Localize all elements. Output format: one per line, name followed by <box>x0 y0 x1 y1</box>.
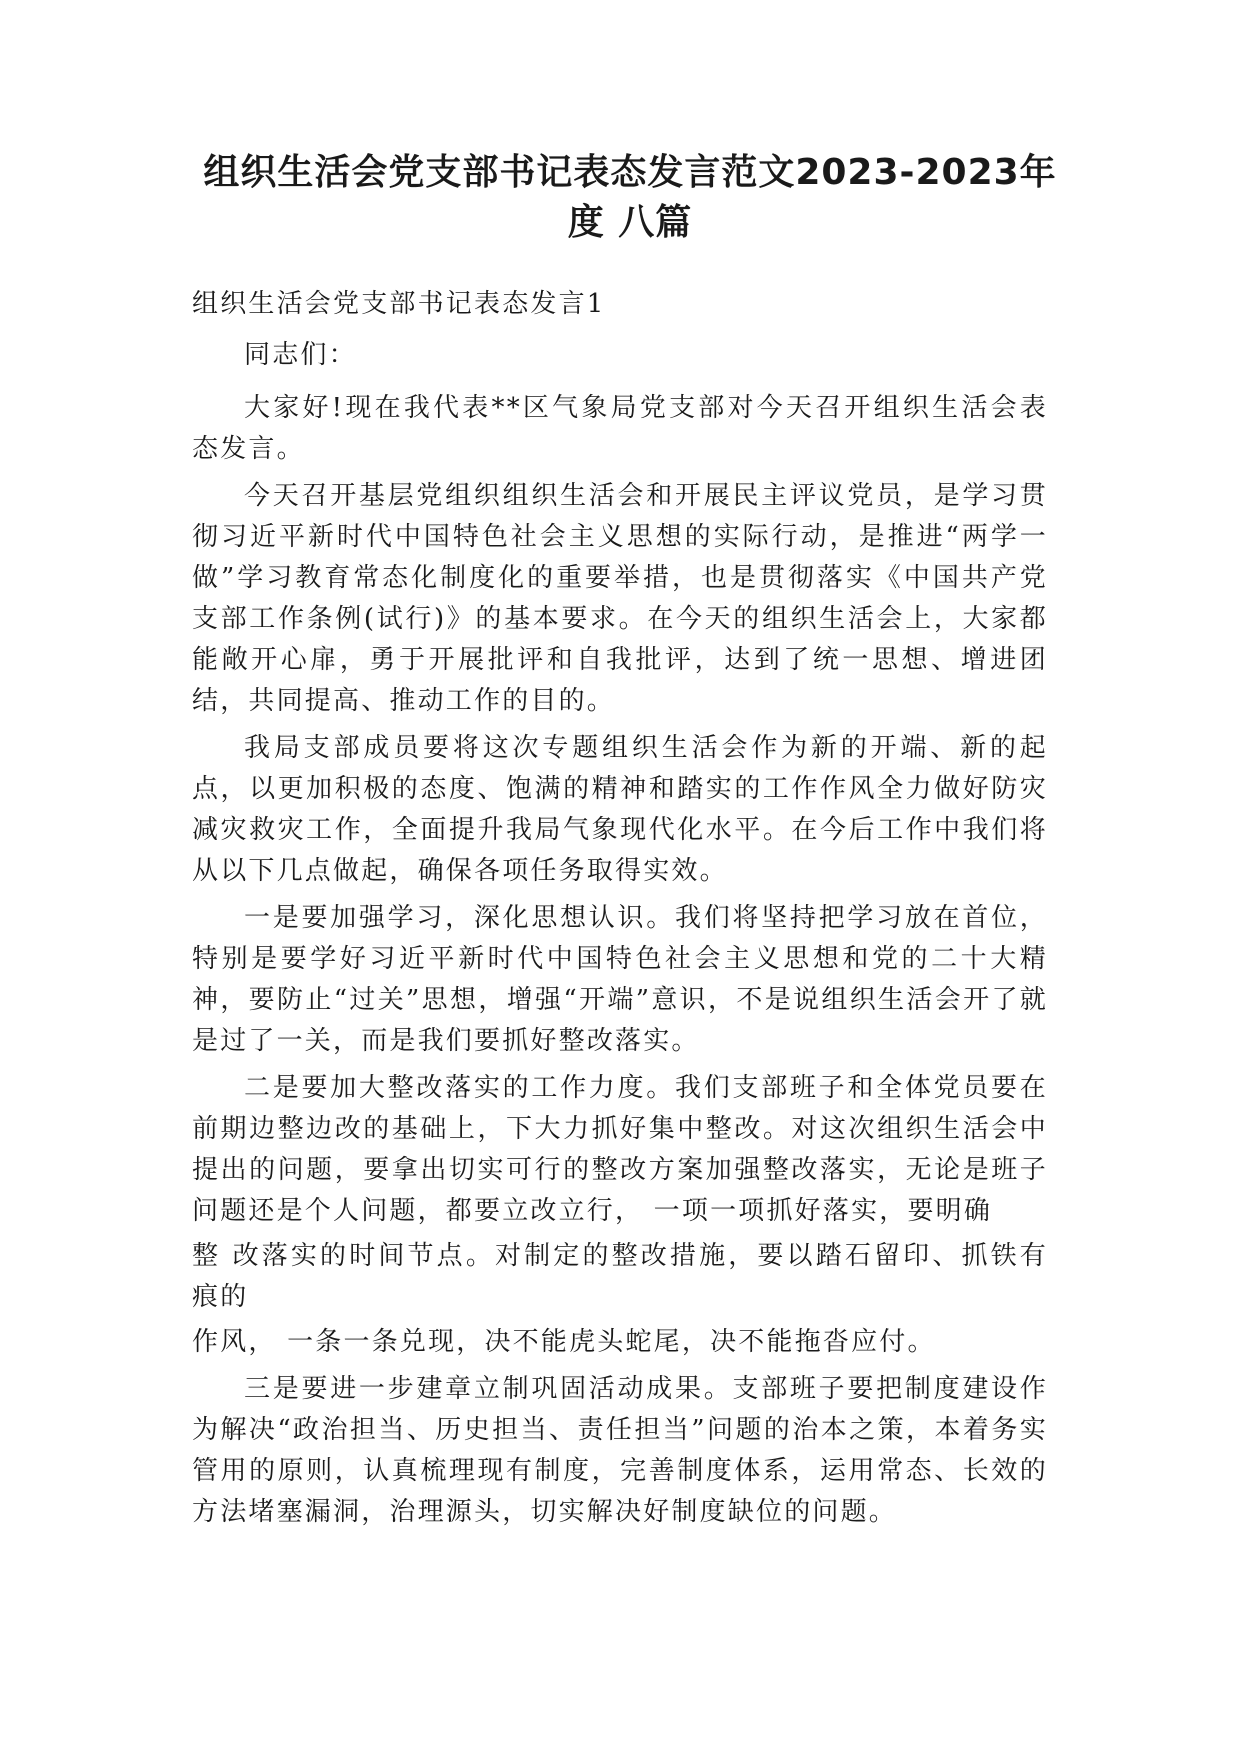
paragraph-meeting-significance: 今天召开基层党组织组织生活会和开展民主评议党员，是学习贯彻习近平新时代中国特色社会主义思想的实际行动，是推进“两学一做”学习教育常态化制度化的重要举措，也是贯彻落实《中国共产党支部工作条例(试行)》的基本要求。在今天的组织生活会上，大家都能敞开心扉，勇于开展批评和自我批评，达到了统一思想、增进团结，共同提高、推动工作的目的。 <box>192 481 1048 716</box>
paragraph-greeting: 大家好!现在我代表**区气象局党支部对今天召开组织生活会表态发言。 <box>192 393 1048 464</box>
document-title-line-2: 度 八篇 <box>567 202 693 243</box>
paragraph-point-two-rectification: 二是要加大整改落实的工作力度。我们支部班子和全体党员要在前期边整边改的基础上，下大力抓好集中整改。对这次组织生活会中提出的问题，要拿出切实可行的整改方案加强整改落实，无论是班子问题还是个人问题，都要立改立行， 一项一项抓好落实，要明确 <box>192 1073 1048 1226</box>
paragraph-branch-commitment: 我局支部成员要将这次专题组织生活会作为新的开端、新的起点，以更加积极的态度、饱满的精神和踏实的工作作风全力做好防灾减灾救灾工作，全面提升我局气象现代化水平。在今后工作中我们将从以下几点做起，确保各项任务取得实效。 <box>192 733 1048 886</box>
document-title <box>200 148 1060 248</box>
paragraph-point-two-continuation: 整 改落实的时间节点。对制定的整改措施，要以踏石留印、抓铁有痕的 <box>192 1241 1048 1312</box>
document-body <box>192 284 1048 1539</box>
section-heading: 组织生活会党支部书记表态发言1 <box>192 289 606 319</box>
paragraph-point-one-study: 一是要加强学习，深化思想认识。我们将坚持把学习放在首位，特别是要学好习近平新时代中国特色社会主义思想和党的二十大精神，要防止“过关”思想，增强“开端”意识，不是说组织生活会开了就是过了一关，而是我们要抓好整改落实。 <box>192 903 1048 1056</box>
salutation: 同志们： <box>244 340 357 370</box>
paragraph-point-two-ending: 作风， 一条一条兑现，决不能虎头蛇尾，决不能拖沓应付。 <box>192 1327 936 1357</box>
document-title-line-1: 组织生活会党支部书记表态发言范文2023-2023年 <box>203 152 1057 193</box>
paragraph-point-three-institutions: 三是要进一步建章立制巩固活动成果。支部班子要把制度建设作为解决“政治担当、历史担当、责任担当”问题的治本之策，本着务实管用的原则，认真梳理现有制度，完善制度体系，运用常态、长效的方法堵塞漏洞，治理源头，切实解决好制度缺位的问题。 <box>192 1374 1048 1527</box>
